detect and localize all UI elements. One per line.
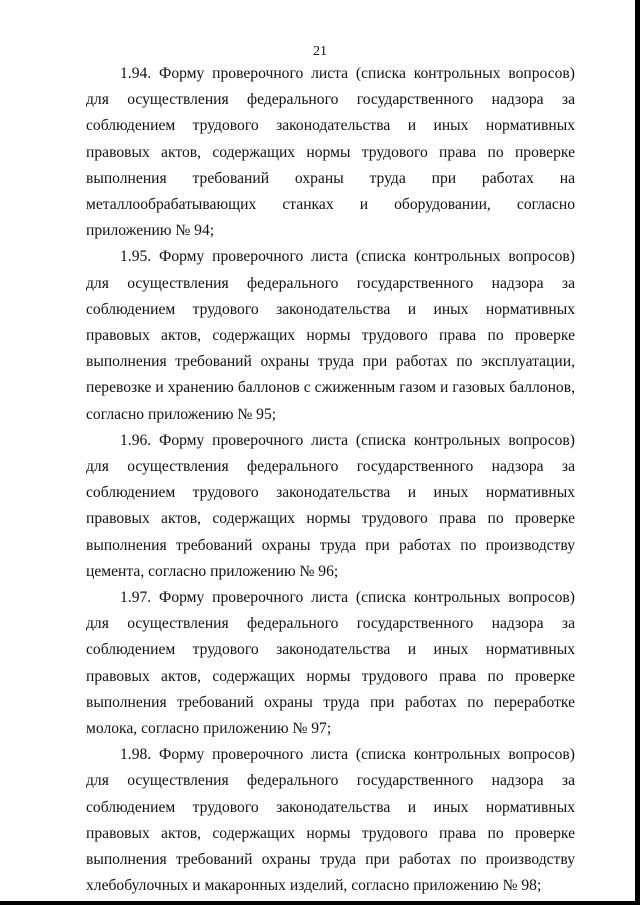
- document-body: [86, 61, 575, 900]
- paragraph-1-94: 1.94. Форму проверочного листа (списка контрольных вопросов) для осуществления федерального государственного надзора за соблюдением трудового законодательства и иных нормативных правовых актов, содержащих нормы трудового права по проверке выполнения требований охраны труда при работах на металлообрабатывающих станках и оборудовании, согласно приложению № 94;: [86, 65, 575, 240]
- page-edge-bottom: [0, 901, 640, 905]
- paragraph-1-98: 1.98. Форму проверочного листа (списка контрольных вопросов) для осуществления федерального государственного надзора за соблюдением трудового законодательства и иных нормативных правовых актов, содержащих нормы трудового права по проверке выполнения требований охраны труда при работах по производству хлебобулочных и макаронных изделий, согласно приложению № 98;: [86, 746, 575, 895]
- paragraph-1-96: 1.96. Форму проверочного листа (списка контрольных вопросов) для осуществления федерального государственного надзора за соблюдением трудового законодательства и иных нормативных правовых актов, содержащих нормы трудового права по проверке выполнения требований охраны труда при работах по производству цемента, согласно приложению № 96;: [86, 431, 575, 580]
- paragraph-1-95: 1.95. Форму проверочного листа (списка контрольных вопросов) для осуществления федерального государственного надзора за соблюдением трудового законодательства и иных нормативных правовых актов, содержащих нормы трудового права по проверке выполнения требований охраны труда при работах по эксплуатации, перевозке и хранению баллонов с сжиженным газом и газовых баллонов, согласно приложению № 95;: [86, 248, 575, 423]
- page-number: 21: [313, 44, 327, 59]
- page-edge-right: [635, 0, 640, 905]
- paragraph-1-97: 1.97. Форму проверочного листа (списка контрольных вопросов) для осуществления федерального государственного надзора за соблюдением трудового законодательства и иных нормативных правовых актов, содержащих нормы трудового права по проверке выполнения требований охраны труда при работах по переработке молока, согласно приложению № 97;: [86, 589, 575, 738]
